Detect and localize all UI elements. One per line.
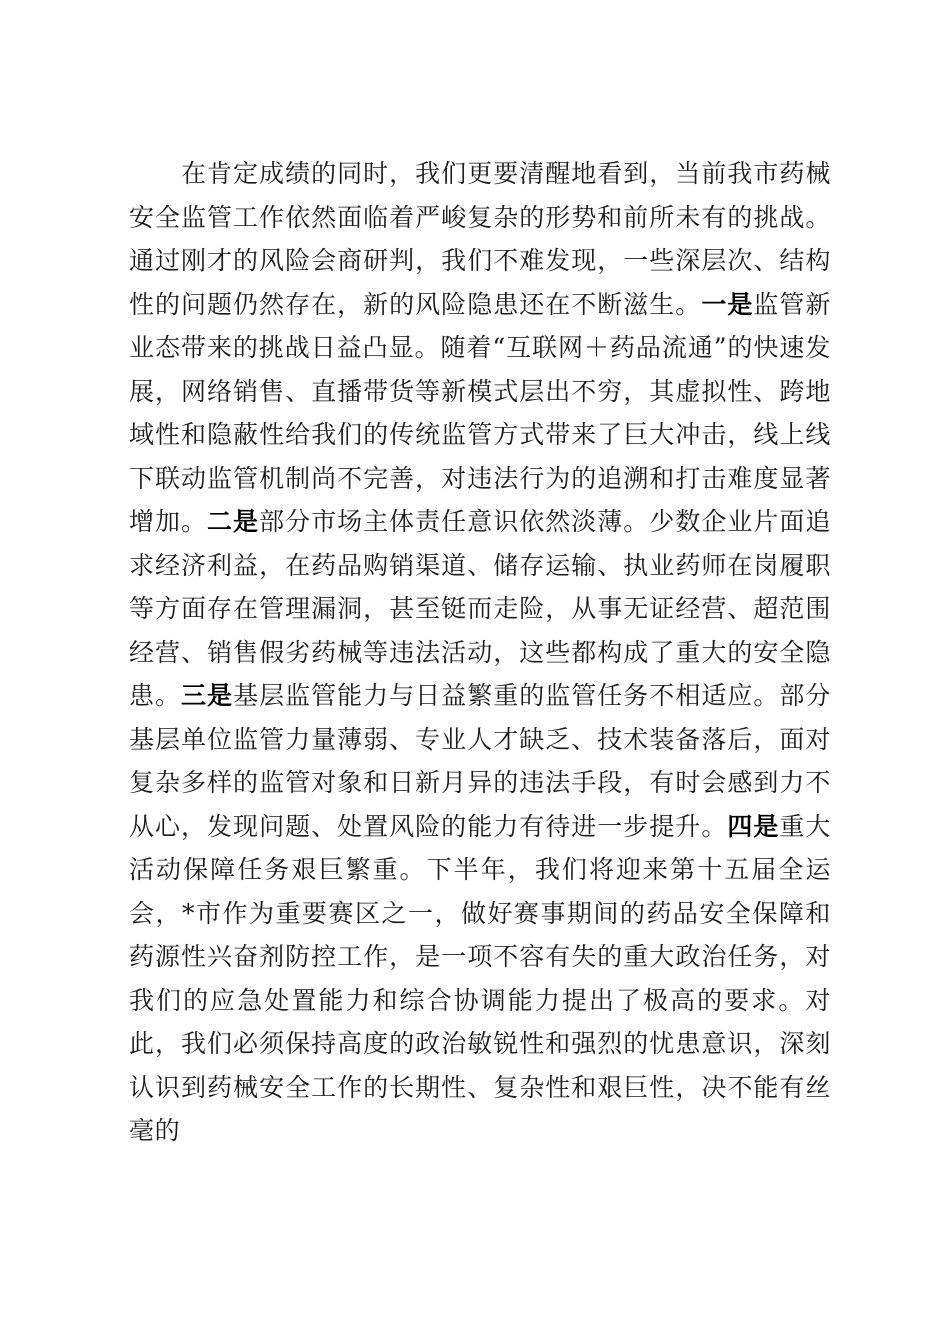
point-2-lead: 二是 [207,507,260,536]
point-4-lead: 四是 [727,811,780,841]
body-paragraph [129,152,831,1153]
point-3-text: 基层监管能力与日益繁重的监管任务不相适应。部分基层单位监管力量薄弱、专业人才缺乏、技术装备落后，面对复杂多样的监管对象和日新月异的违法手段，有时会感到力不从心，发现问题、处置风险的能力有待进一步提升。 [129,681,831,841]
point-4-text: 重大活动保障任务艰巨繁重。下半年，我们将迎来第十五届全运会，*市作为重要赛区之一，做好赛事期间的药品安全保障和药源性兴奋剂防控工作，是一项不容有失的重大政治任务，对我们的应急处置能力和综合协调能力提出了极高的要求。对此，我们必须保持高度的政治敏锐性和强烈的忧患意识，深刻认识到药械安全工作的长期性、复杂性和艰巨性，决不能有丝毫的 [129,811,831,1145]
paragraph-intro: 在肯定成绩的同时，我们更要清醒地看到，当前我市药械安全监管工作依然面临着严峻复杂的形势和前所未有的挑战。通过刚才的风险会商研判，我们不难发现，一些深层次、结构性的问题仍然存在，新的风险隐患还在不断滋生。 [129,159,831,319]
point-1-lead: 一是 [701,289,754,319]
point-3-lead: 三是 [181,681,234,710]
point-2-text: 部分市场主体责任意识依然淡薄。少数企业片面追求经济利益，在药品购销渠道、储存运输、执业药师在岗履职等方面存在管理漏洞，甚至铤而走险，从事无证经营、超范围经营、销售假劣药械等违法活动，这些都构成了重大的安全隐患。 [129,507,831,710]
point-1-text: 监管新业态带来的挑战日益凸显。随着“互联网＋药品流通”的快速发展，网络销售、直播带货等新模式层出不穷，其虚拟性、跨地域性和隐蔽性给我们的传统监管方式带来了巨大冲击，线上线下联动监管机制尚不完善，对违法行为的追溯和打击难度显著增加。 [129,289,831,536]
